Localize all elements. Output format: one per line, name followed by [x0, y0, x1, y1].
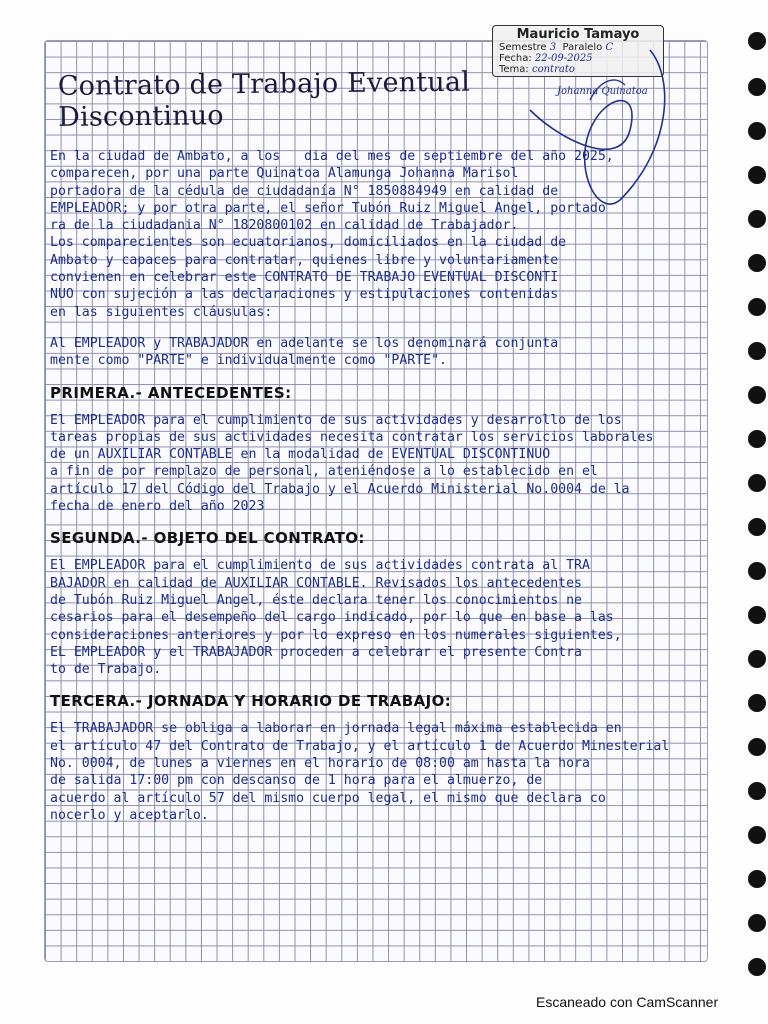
primera-heading: PRIMERA.- ANTECEDENTES: — [50, 383, 292, 402]
stamp-name: Mauricio Tamayo — [516, 27, 640, 42]
stamp-semestre-value: 3 — [549, 42, 557, 53]
tercera-paragraph: El TRABAJADOR se obliga a laborar en jornada legal máxima establecida en el artículo 47 del Contrato de Trabajo, y el artículo 1 de Acuerdo Minesterial No. 0004, de lunes a viernes en el horario de 08:00 am hasta la hora de salida 17:00 pm con descanso de 1 hora para el almuerzo, de acuerdo al artículo 57 del mismo cuerpo legal, el mismo que declara co nocerlo y aceptarlo. — [50, 721, 670, 823]
tercera-heading: TERCERA.- JORNADA Y HORARIO DE TRABAJO: — [50, 692, 452, 711]
stamp-paralelo-label: Paralelo — [562, 42, 603, 53]
segunda-heading: SEGUNDA.- OBJETO DEL CONTRATO: — [50, 529, 365, 548]
stamp-semestre-label: Semestre — [499, 42, 547, 53]
stamp-paralelo-value: C — [605, 42, 614, 53]
partes-paragraph: Al EMPLEADOR y TRABAJADOR en adelante se los denominará conjunta mente como "PARTE" e individualmente como "PARTE". — [50, 335, 559, 369]
stamp-fecha-label: Fecha: — [499, 53, 532, 64]
camscanner-watermark: Escaneado con CamScanner — [536, 994, 719, 1010]
title-signature-name: Johanna Quinatoa — [557, 86, 648, 97]
stamp-fecha-value: 22-09-2025 — [534, 53, 593, 64]
stamp-fecha-row — [499, 53, 657, 64]
spiral-binding — [738, 0, 768, 1000]
stamp-semestre-row — [499, 42, 657, 53]
primera-paragraph: El EMPLEADOR para el cumplimiento de sus actividades y desarrollo de los tareas propias de sus actividades necesita contratar los servicios laborales de un AUXILIAR CONTABLE en la modalidad de EVENTUAL DISCONTINUO a fin de por remplazo de personal, ateniéndose a lo establecido en el artículo 17 del Código del Trabajo y el Acuerdo Ministerial No.0004 de la fecha de enero del año 2023 — [50, 412, 654, 515]
stamp-tema-label: Tema: — [499, 64, 529, 75]
stamp-tema-value: contrato — [532, 64, 575, 75]
intro-paragraph: En la ciudad de Ambato, a los dia del mes de septiembre del año 2025, comparecen, por una parte Quinatoa Alamunga Johanna Marisol portadora de la cédula de ciudadanía N° 1850884949 en calidad de EMPLEADOR; y por otra parte, el señor Tubón Ruiz Miguel Angel, portado ra de la ciudadania N° 1820800102 en calidad de Trabajador. Los comparecientes son ecuatorianos, domiciliados en la ciudad de Ambato y capaces para contratar, quienes libre y voluntariamente convienen en celebrar este CONTRATO DE TRABAJO EVENTUAL DISCONTI NUO con sujeción a las declaraciones y estipulaciones contenidas en las siguientes cláusulas: — [50, 149, 614, 320]
contract-body — [50, 148, 706, 824]
segunda-paragraph: El EMPLEADOR para el cumplimiento de sus actividades contrata al TRA BAJADOR en calidad de AUXILIAR CONTABLE. Revisados los antecedentes de Tubón Ruiz Miguel Angel, éste declara tener los conocimientos ne cesarios para el desempeño del cargo indicado, por lo que en base a las consideraciones anteriores y por lo expreso en los numerales siguientes, EL EMPLEADOR y el TRABAJADOR proceden a celebrar el presente Contra to de Trabajo. — [50, 558, 622, 678]
document-title: Contrato de Trabajo Eventual Discontinuo — [57, 66, 471, 133]
